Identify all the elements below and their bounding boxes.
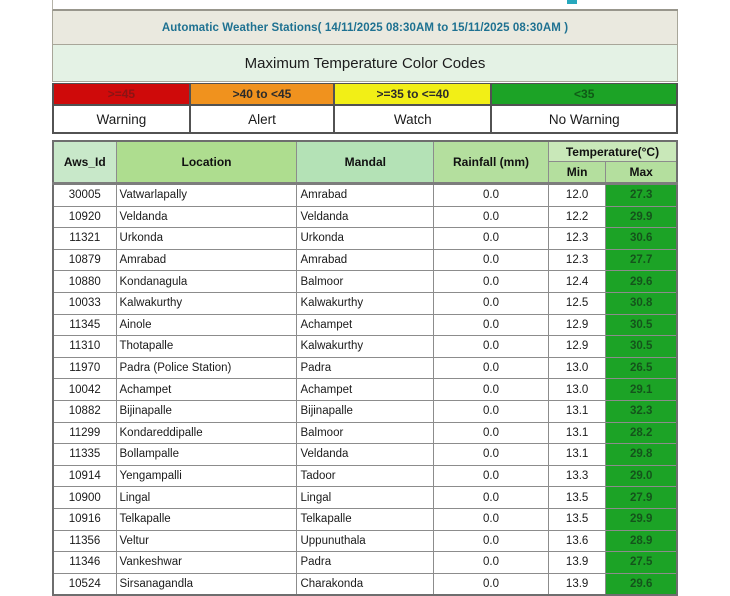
cell-min: 13.5 [548, 487, 605, 509]
table-row [53, 400, 677, 422]
table-body [53, 184, 677, 596]
cell-rainfall: 0.0 [434, 465, 549, 487]
cell-rainfall: 0.0 [434, 314, 549, 336]
cell-rainfall: 0.0 [434, 400, 549, 422]
cell-location: Veldanda [116, 206, 297, 228]
cell-rainfall: 0.0 [434, 444, 549, 466]
cell-mandal: Amrabad [297, 184, 434, 207]
cell-mandal: Padra [297, 357, 434, 379]
cell-mandal: Kalwakurthy [297, 336, 434, 358]
cell-mandal: Lingal [297, 487, 434, 509]
cell-aws-id: 10042 [53, 379, 116, 401]
cell-mandal: Bijinapalle [297, 400, 434, 422]
cell-location: Bollampalle [116, 444, 297, 466]
cell-location: Kondareddipalle [116, 422, 297, 444]
table-row [53, 487, 677, 509]
cell-max: 32.3 [606, 400, 677, 422]
cell-min: 13.1 [548, 444, 605, 466]
table-row [53, 249, 677, 271]
cell-max: 29.1 [606, 379, 677, 401]
cell-max: 26.5 [606, 357, 677, 379]
cell-min: 12.5 [548, 292, 605, 314]
table-row [53, 184, 677, 207]
column-header-mandal: Mandal [297, 141, 434, 184]
cell-max: 30.5 [606, 336, 677, 358]
cell-min: 13.6 [548, 530, 605, 552]
cell-rainfall: 0.0 [434, 573, 549, 595]
cell-min: 12.3 [548, 249, 605, 271]
legend-range-alert: >40 to <45 [191, 84, 335, 104]
cell-max: 30.5 [606, 314, 677, 336]
cell-max: 29.9 [606, 508, 677, 530]
cell-mandal: Uppunuthala [297, 530, 434, 552]
cell-max: 27.5 [606, 552, 677, 574]
cell-mandal: Veldanda [297, 206, 434, 228]
legend-label-row [54, 104, 676, 132]
cell-aws-id: 10524 [53, 573, 116, 595]
cell-mandal: Veldanda [297, 444, 434, 466]
cell-aws-id: 30005 [53, 184, 116, 207]
cell-aws-id: 11345 [53, 314, 116, 336]
table-row [53, 573, 677, 595]
cell-mandal: Balmoor [297, 271, 434, 293]
cell-min: 12.9 [548, 314, 605, 336]
legend-label-no-warning: No Warning [492, 104, 675, 132]
table-row [53, 422, 677, 444]
cell-rainfall: 0.0 [434, 206, 549, 228]
cell-mandal: Tadoor [297, 465, 434, 487]
cell-min: 12.4 [548, 271, 605, 293]
cell-location: Vatwarlapally [116, 184, 297, 207]
cell-max: 28.9 [606, 530, 677, 552]
legend-range-warning: >=45 [54, 84, 191, 104]
cell-mandal: Achampet [297, 379, 434, 401]
cell-min: 12.3 [548, 228, 605, 250]
cell-aws-id: 10914 [53, 465, 116, 487]
cell-min: 13.9 [548, 552, 605, 574]
cell-mandal: Urkonda [297, 228, 434, 250]
cell-aws-id: 10920 [53, 206, 116, 228]
cell-rainfall: 0.0 [434, 379, 549, 401]
color-codes-title: Maximum Temperature Color Codes [52, 45, 678, 82]
column-header-max: Max [606, 162, 677, 184]
cell-max: 30.6 [606, 228, 677, 250]
cell-rainfall: 0.0 [434, 530, 549, 552]
cell-rainfall: 0.0 [434, 271, 549, 293]
cell-rainfall: 0.0 [434, 552, 549, 574]
cell-max: 29.8 [606, 444, 677, 466]
temperature-color-legend [52, 83, 678, 134]
cell-mandal: Charakonda [297, 573, 434, 595]
cell-location: Achampet [116, 379, 297, 401]
cell-rainfall: 0.0 [434, 487, 549, 509]
table-header [53, 141, 677, 184]
cell-rainfall: 0.0 [434, 228, 549, 250]
cell-mandal: Balmoor [297, 422, 434, 444]
cell-aws-id: 11321 [53, 228, 116, 250]
cell-aws-id: 11970 [53, 357, 116, 379]
legend-range-no-warning: <35 [492, 84, 675, 104]
cell-location: Telkapalle [116, 508, 297, 530]
table-row [53, 336, 677, 358]
table-row [53, 228, 677, 250]
cell-mandal: Padra [297, 552, 434, 574]
table-row [53, 552, 677, 574]
cell-mandal: Achampet [297, 314, 434, 336]
cell-min: 13.1 [548, 400, 605, 422]
cell-rainfall: 0.0 [434, 357, 549, 379]
table-row [53, 379, 677, 401]
cell-min: 13.5 [548, 508, 605, 530]
cell-max: 29.9 [606, 206, 677, 228]
cell-location: Sirsanagandla [116, 573, 297, 595]
cell-aws-id: 10900 [53, 487, 116, 509]
cropped-top-strip [52, 0, 678, 11]
cell-min: 13.3 [548, 465, 605, 487]
cell-mandal: Amrabad [297, 249, 434, 271]
legend-range-watch: >=35 to <=40 [335, 84, 492, 104]
cell-max: 27.3 [606, 184, 677, 207]
cell-location: Bijinapalle [116, 400, 297, 422]
cell-rainfall: 0.0 [434, 422, 549, 444]
table-row [53, 206, 677, 228]
cell-location: Urkonda [116, 228, 297, 250]
cell-aws-id: 10916 [53, 508, 116, 530]
legend-label-watch: Watch [335, 104, 492, 132]
cropped-teal-mark [567, 0, 577, 4]
column-header-min: Min [548, 162, 605, 184]
cell-min: 12.2 [548, 206, 605, 228]
cell-max: 28.2 [606, 422, 677, 444]
cell-aws-id: 11346 [53, 552, 116, 574]
report-period-header: Automatic Weather Stations( 14/11/2025 08:30AM to 15/11/2025 08:30AM ) [52, 11, 678, 45]
cell-rainfall: 0.0 [434, 292, 549, 314]
cell-aws-id: 10033 [53, 292, 116, 314]
cell-min: 12.0 [548, 184, 605, 207]
cell-min: 13.0 [548, 379, 605, 401]
cell-aws-id: 10880 [53, 271, 116, 293]
cell-location: Yengampalli [116, 465, 297, 487]
cell-aws-id: 11335 [53, 444, 116, 466]
cell-location: Thotapalle [116, 336, 297, 358]
cell-location: Vankeshwar [116, 552, 297, 574]
cell-rainfall: 0.0 [434, 508, 549, 530]
cell-max: 27.9 [606, 487, 677, 509]
cell-max: 29.0 [606, 465, 677, 487]
cell-aws-id: 10879 [53, 249, 116, 271]
cell-location: Kondanagula [116, 271, 297, 293]
table-row [53, 357, 677, 379]
cell-aws-id: 11356 [53, 530, 116, 552]
table-row [53, 271, 677, 293]
legend-label-warning: Warning [54, 104, 191, 132]
cell-rainfall: 0.0 [434, 249, 549, 271]
cell-min: 13.1 [548, 422, 605, 444]
cell-min: 12.9 [548, 336, 605, 358]
column-header-location: Location [116, 141, 297, 184]
report-page [52, 0, 678, 596]
cell-max: 29.6 [606, 573, 677, 595]
cell-min: 13.9 [548, 573, 605, 595]
cell-max: 30.8 [606, 292, 677, 314]
cell-max: 27.7 [606, 249, 677, 271]
column-header-rainfall: Rainfall (mm) [434, 141, 549, 184]
cell-mandal: Telkapalle [297, 508, 434, 530]
cell-aws-id: 11310 [53, 336, 116, 358]
legend-label-alert: Alert [191, 104, 335, 132]
table-row [53, 530, 677, 552]
cell-location: Amrabad [116, 249, 297, 271]
table-row [53, 314, 677, 336]
aws-data-table [52, 140, 678, 596]
cell-min: 13.0 [548, 357, 605, 379]
legend-range-row [54, 84, 676, 104]
table-row [53, 292, 677, 314]
cell-rainfall: 0.0 [434, 184, 549, 207]
cell-location: Lingal [116, 487, 297, 509]
cell-mandal: Kalwakurthy [297, 292, 434, 314]
column-header-temperature: Temperature(°C) [548, 141, 677, 162]
cell-aws-id: 10882 [53, 400, 116, 422]
cell-aws-id: 11299 [53, 422, 116, 444]
column-header-aws-id: Aws_Id [53, 141, 116, 184]
cell-rainfall: 0.0 [434, 336, 549, 358]
table-row [53, 508, 677, 530]
cell-location: Ainole [116, 314, 297, 336]
cell-location: Kalwakurthy [116, 292, 297, 314]
table-row [53, 465, 677, 487]
table-row [53, 444, 677, 466]
cell-location: Padra (Police Station) [116, 357, 297, 379]
cell-max: 29.6 [606, 271, 677, 293]
cell-location: Veltur [116, 530, 297, 552]
